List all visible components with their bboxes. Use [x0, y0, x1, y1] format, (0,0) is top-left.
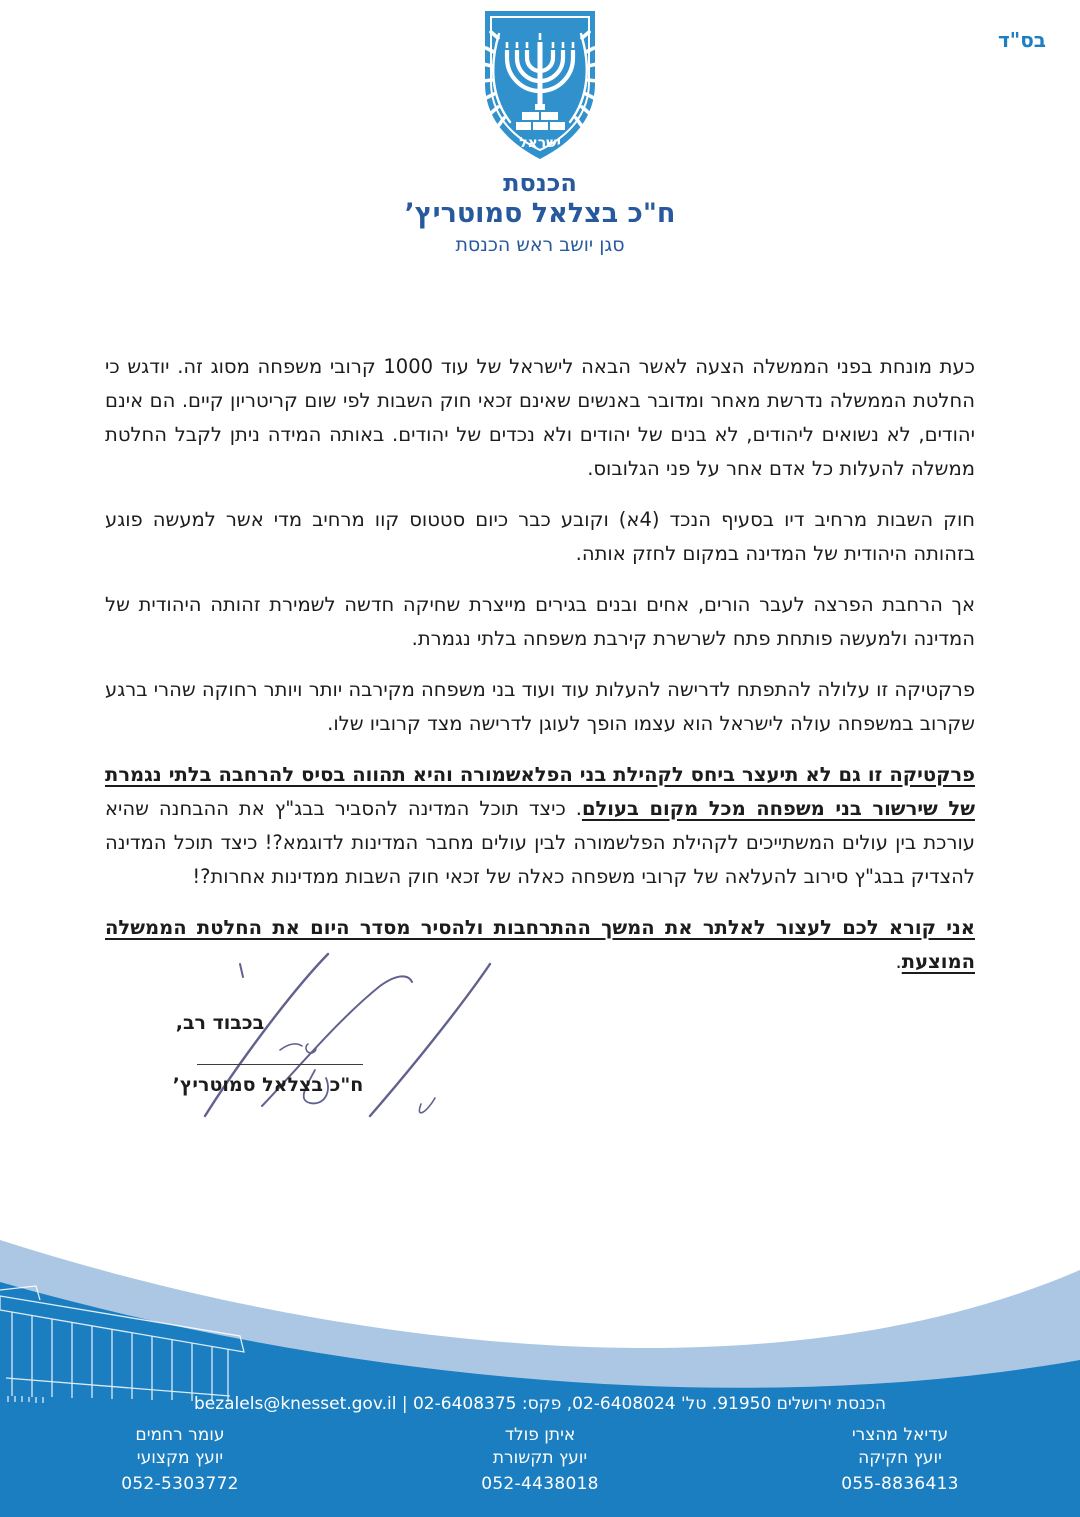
paragraph-6-period: . — [895, 950, 902, 973]
paragraph-3: אך הרחבת הפרצה לעבר הורים, אחים ובנים בגירים מייצרת שחיקה חדשה לשמירת זהותה היהודית של המדינה ולמעשה פותחת פתח לשרשרת קירבת משפחה בלתי נגמרת. — [105, 593, 975, 650]
paragraph-5 — [105, 758, 975, 894]
staff-column-legislation — [720, 1424, 1080, 1496]
paragraph-5-emphasis: פרקטיקה זו גם לא תיעצר ביחס לקהילת בני הפלאשמורה והיא תהווה בסיס להרחבה בלתי נגמרת של שירשור בני משפחה מכל מקום בעולם — [105, 763, 975, 820]
staff-column-communications — [360, 1424, 720, 1496]
besed-text: בס"ד — [998, 28, 1046, 52]
staff-row — [0, 1424, 1080, 1496]
org-title: הכנסת — [503, 169, 577, 197]
mk-role: סגן יושב ראש הכנסת — [455, 234, 625, 257]
staff-phone: 055-8836413 — [841, 1474, 959, 1494]
paragraph-1: כעת מונחת בפני הממשלה הצעה לאשר הבאה לישראל של עוד 1000 קרובי משפחה מסוג זה. יודגש כי החלטת הממשלה נדרשת מאחר ומדובר באנשים שאינם זכאי חוק השבות לפי שום קריטריון קיים. הם אינם יהודים, לא נשואים ליהודים, לא בנים של יהודים ולא נכדים של יהודים. באותה המידה ניתן לקבל החלטת ממשלה להעלות כל אדם אחר על פני הגלובוס. — [105, 355, 975, 480]
contact-line: הכנסת ירושלים 91950. טל' 02-6408024, פקס: 02-6408375 | bezalels@knesset.gov.il — [193, 1394, 887, 1414]
paragraph-6-emphasis: אני קורא לכם לעצור לאלתר את המשך ההתרחבות ולהסיר מסדר היום את החלטת הממשלה המוצעת — [105, 916, 975, 973]
paragraph-5-rest: . כיצד תוכל המדינה להסביר בבג"ץ את ההבחנה שהיא עורכת בין עולים המשתייכים לקהילת הפלשמורה לבין עולים מחבר המדינות לדוגמא?! כיצד תוכל המדינה להצדיק בבג"ץ סירוב להעלאה של קרובי משפחה כאלה של זכאי חוק השבות ממדינות אחרות?! — [105, 797, 975, 888]
paragraph-2: חוק השבות מרחיב דיו בסעיף הנכד (4א) וקובע כבר כיום סטטוס קוו מרחיב מדי אשר למעשה פוגע בזהותה היהודית של המדינה במקום לחזק אותה. — [105, 508, 975, 565]
signature-line — [197, 1064, 363, 1065]
staff-phone: 052-4438018 — [481, 1474, 599, 1494]
staff-role: יועץ תקשורת — [492, 1448, 588, 1468]
knesset-emblem-icon — [478, 8, 602, 166]
closing-salutation: בכבוד רב, — [175, 1012, 265, 1034]
emblem-israel-label: ישראל — [519, 135, 561, 151]
staff-phone: 052-5303772 — [121, 1474, 239, 1494]
footer — [0, 1230, 1080, 1517]
letter-body — [105, 350, 975, 996]
mk-name: ח"כ בצלאל סמוטריץ’ — [404, 198, 676, 230]
staff-role: יועץ חקיקה — [858, 1448, 942, 1468]
staff-column-professional — [0, 1424, 360, 1496]
letterhead — [0, 8, 1080, 256]
handwritten-signature — [180, 948, 510, 1123]
staff-name: עומר רחמים — [135, 1425, 225, 1445]
signatory-name: ח"כ בצלאל סמוטריץ’ — [172, 1074, 364, 1096]
staff-name: איתן פולד — [504, 1425, 576, 1445]
staff-name: עדיאל מהצרי — [851, 1425, 949, 1445]
paragraph-4: פרקטיקה זו עלולה להתפתח לדרישה להעלות עוד ועוד בני משפחה מקירבה יותר ויותר רחוקה שהרי ברגע שקרוב במשפחה עולה לישראל הוא עצמו הופך לעוגן לדרישה מצד קרוביו שלו. — [105, 678, 975, 735]
staff-role: יועץ מקצועי — [136, 1448, 224, 1468]
